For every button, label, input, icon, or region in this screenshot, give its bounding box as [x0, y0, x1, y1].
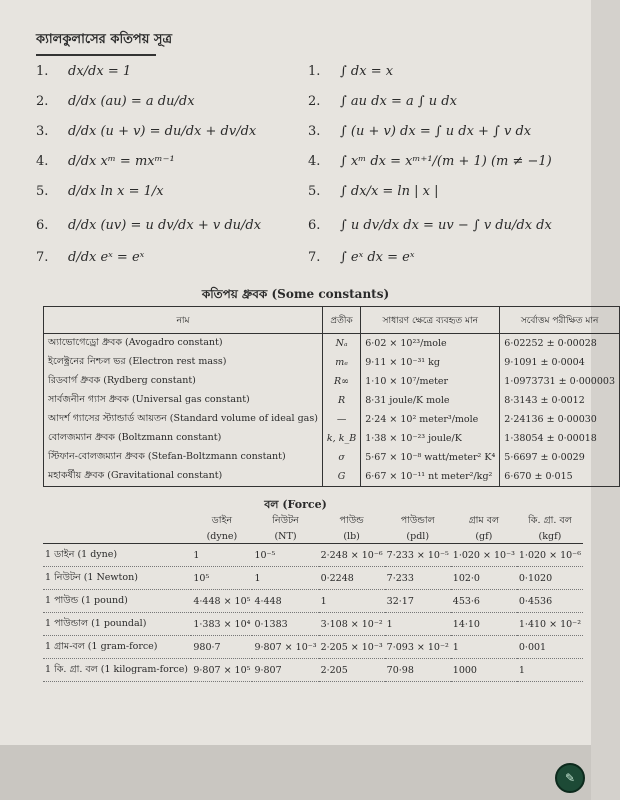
force-col-dyne: ডাইন — [211, 515, 233, 526]
force-row-name: 1 পাউন্ড (1 pound) — [43, 590, 191, 613]
force-cell: 32·17 — [385, 590, 451, 613]
constant-common: 6·02 × 10²³/mole — [361, 334, 500, 354]
constant-name: মহাকর্ষীয় ধ্রুবক (Gravitational constant) — [44, 467, 323, 487]
constant-best: 2·24136 ± 0·00030 — [500, 410, 620, 429]
constants-heading: কতিপয় ধ্রুবক (Some constants) — [201, 287, 390, 301]
force-row — [43, 613, 583, 636]
force-cell: 2·248 × 10⁻⁶ — [319, 544, 385, 567]
force-cell: 1·020 × 10⁻³ — [451, 544, 517, 567]
force-col-kg-force: কি. গ্রা. বল — [528, 515, 572, 526]
force-cell: 0·2248 — [319, 567, 385, 590]
force-cell: 1 — [252, 567, 318, 590]
force-cell: 70·98 — [385, 659, 451, 682]
derivative-5: 5. d/dx ln x = 1/x — [36, 184, 164, 199]
force-cell: 453·6 — [451, 590, 517, 613]
constant-name: সার্বজনীন গ্যাস ধ্রুবক (Universal gas constant) — [44, 391, 323, 410]
derivative-3: 3. d/dx (u + v) = du/dx + dv/dx — [36, 124, 257, 139]
integral-2: 2. ∫ au dx = a ∫ u dx — [308, 94, 457, 109]
constant-best: 1·0973731 ± 0·000003 — [500, 372, 620, 391]
col-header-name: নাম — [44, 307, 323, 334]
force-cell: 7·233 — [385, 567, 451, 590]
calculus-heading-text: ক্যালকুলাসের কতিপয় সূত্র — [36, 32, 173, 47]
integral-7: 7. ∫ eˣ dx = eˣ — [308, 250, 415, 265]
force-row-name: 1 নিউটন (1 Newton) — [43, 567, 191, 590]
force-cell: 14·10 — [451, 613, 517, 636]
constant-best: 1·38054 ± 0·00018 — [500, 429, 620, 448]
force-cell: 0·4536 — [517, 590, 583, 613]
constant-common: 6·67 × 10⁻¹¹ nt meter²/kg² — [361, 467, 500, 487]
constant-row — [44, 391, 620, 410]
force-cell: 7·093 × 10⁻² — [385, 636, 451, 659]
col-header-symbol: প্রতীক — [322, 307, 360, 334]
constant-symbol: k, k_B — [322, 429, 360, 448]
constant-symbol: — — [322, 410, 360, 429]
force-cell: 1·020 × 10⁻⁶ — [517, 544, 583, 567]
force-table — [43, 514, 583, 682]
watermark-logo-icon: ✎ — [555, 763, 585, 793]
heading-underline — [36, 54, 156, 56]
force-header-row — [43, 514, 583, 529]
force-unit: (dyne) — [191, 529, 252, 544]
derivative-1: 1. dx/dx = 1 — [36, 64, 132, 79]
constant-name: অ্যাভোগেড্রো ধ্রুবক (Avogadro constant) — [44, 334, 323, 354]
constant-best: 8·3143 ± 0·0012 — [500, 391, 620, 410]
constant-row — [44, 372, 620, 391]
force-row — [43, 659, 583, 682]
force-cell: 1·410 × 10⁻² — [517, 613, 583, 636]
constants-table — [43, 306, 620, 487]
force-unit-blank — [43, 529, 191, 544]
force-cell: 7·233 × 10⁻⁵ — [385, 544, 451, 567]
derivative-6: 6. d/dx (uv) = u dv/dx + v du/dx — [36, 218, 262, 233]
constant-symbol: mₑ — [322, 353, 360, 372]
constant-row — [44, 448, 620, 467]
force-row — [43, 567, 583, 590]
constant-name: বোলজম্যান ধ্রুবক (Boltzmann constant) — [44, 429, 323, 448]
constant-common: 5·67 × 10⁻⁸ watt/meter² K⁴ — [361, 448, 500, 467]
force-col-pound: পাউন্ড — [339, 515, 364, 526]
force-cell: 9·807 — [252, 659, 318, 682]
constant-best: 6·02252 ± 0·00028 — [500, 334, 620, 354]
force-row — [43, 544, 583, 567]
force-cell: 10⁻⁵ — [252, 544, 318, 567]
force-cell: 2·205 — [319, 659, 385, 682]
constant-common: 2·24 × 10² meter³/mole — [361, 410, 500, 429]
force-cell: 1 — [319, 590, 385, 613]
constant-common: 8·31 joule/K mole — [361, 391, 500, 410]
integral-6: 6. ∫ u dv/dx dx = uv − ∫ v du/dx dx — [308, 218, 552, 233]
constant-name: রিডবার্গ ধ্রুবক (Rydberg constant) — [44, 372, 323, 391]
force-row — [43, 636, 583, 659]
integral-1: 1. ∫ dx = x — [308, 64, 394, 79]
constant-name: আদর্শ গ্যাসের স্ট্যান্ডার্ড আয়তন (Standard volume of ideal gas) — [44, 410, 323, 429]
derivative-4: 4. d/dx xᵐ = mxᵐ⁻¹ — [36, 154, 175, 169]
force-unit: (kgf) — [517, 529, 583, 544]
constants-header-row — [44, 307, 620, 334]
force-cell: 1000 — [451, 659, 517, 682]
constant-row — [44, 429, 620, 448]
force-cell: 10⁵ — [191, 567, 252, 590]
force-cell: 4·448 — [252, 590, 318, 613]
force-unit: (pdl) — [385, 529, 451, 544]
force-row-name: 1 পাউন্ডাল (1 poundal) — [43, 613, 191, 636]
col-header-best: সর্বোত্তম পরীক্ষিত মান — [500, 307, 620, 334]
constant-name: ইলেক্ট্রনের নিশ্চল ভর (Electron rest mass) — [44, 353, 323, 372]
force-unit: (gf) — [451, 529, 517, 544]
constant-row — [44, 410, 620, 429]
force-row — [43, 590, 583, 613]
constant-common: 9·11 × 10⁻³¹ kg — [361, 353, 500, 372]
constant-symbol: R — [322, 391, 360, 410]
force-header-blank — [43, 514, 191, 529]
force-cell: 1·383 × 10⁴ — [191, 613, 252, 636]
force-unit: (NT) — [252, 529, 318, 544]
derivative-2: 2. d/dx (au) = a du/dx — [36, 94, 195, 109]
force-cell: 102·0 — [451, 567, 517, 590]
force-heading: বল (Force) — [264, 498, 327, 511]
constant-row — [44, 353, 620, 372]
constant-common: 1·38 × 10⁻²³ joule/K — [361, 429, 500, 448]
force-row-name: 1 ডাইন (1 dyne) — [43, 544, 191, 567]
force-cell: 3·108 × 10⁻² — [319, 613, 385, 636]
force-cell: 980·7 — [191, 636, 252, 659]
calculus-heading — [36, 30, 172, 56]
constant-name: স্টিফান-বোলজম্যান ধ্রুবক (Stefan-Boltzmann constant) — [44, 448, 323, 467]
force-unit: (lb) — [319, 529, 385, 544]
force-col-gram-force: গ্রাম বল — [468, 515, 500, 526]
force-cell: 9·807 × 10⁵ — [191, 659, 252, 682]
derivative-7: 7. d/dx eˣ = eˣ — [36, 250, 145, 265]
force-cell: 0·1383 — [252, 613, 318, 636]
force-col-newton: নিউটন — [272, 515, 299, 526]
col-header-common: সাধারণ ক্ষেত্রে ব্যবহৃত মান — [361, 307, 500, 334]
force-col-poundal: পাউন্ডাল — [400, 515, 435, 526]
constant-best: 6·670 ± 0·015 — [500, 467, 620, 487]
page-bottom-background — [0, 745, 591, 800]
force-row-name: 1 কি. গ্রা. বল (1 kilogram-force) — [43, 659, 191, 682]
integral-3: 3. ∫ (u + v) dx = ∫ u dx + ∫ v dx — [308, 124, 532, 139]
constant-common: 1·10 × 10⁷/meter — [361, 372, 500, 391]
force-cell: 0·001 — [517, 636, 583, 659]
force-cell: 2·205 × 10⁻³ — [319, 636, 385, 659]
force-cell: 1 — [191, 544, 252, 567]
force-cell: 4·448 × 10⁵ — [191, 590, 252, 613]
force-row-name: 1 গ্রাম-বল (1 gram-force) — [43, 636, 191, 659]
constant-row — [44, 467, 620, 487]
constant-symbol: Nₐ — [322, 334, 360, 354]
force-unit-row — [43, 529, 583, 544]
force-cell: 9·807 × 10⁻³ — [252, 636, 318, 659]
force-cell: 1 — [451, 636, 517, 659]
constant-best: 5·6697 ± 0·0029 — [500, 448, 620, 467]
constant-symbol: σ — [322, 448, 360, 467]
force-cell: 1 — [385, 613, 451, 636]
integral-5: 5. ∫ dx/x = ln | x | — [308, 184, 439, 199]
constant-best: 9·1091 ± 0·0004 — [500, 353, 620, 372]
constant-symbol: R∞ — [322, 372, 360, 391]
force-cell: 0·1020 — [517, 567, 583, 590]
constant-symbol: G — [322, 467, 360, 487]
integral-4: 4. ∫ xᵐ dx = xᵐ⁺¹/(m + 1) (m ≠ −1) — [308, 154, 552, 169]
constant-row — [44, 334, 620, 354]
force-cell: 1 — [517, 659, 583, 682]
